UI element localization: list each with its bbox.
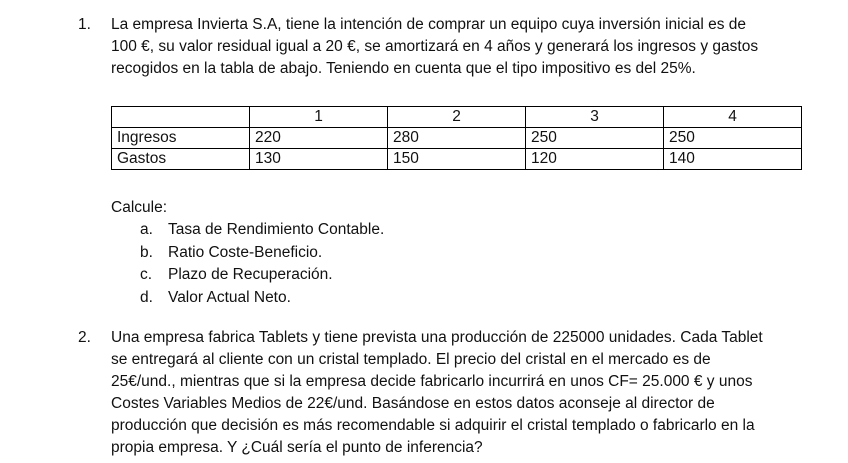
table-header-cell: 4 [664, 107, 802, 128]
question-2-line: Una empresa fabrica Tablets y tiene prevista una producción de 225000 unidades. Cada Tablet [111, 329, 763, 346]
question-1-line: 100 €, su valor residual igual a 20 €, se amortizará en 4 años y generará los ingresos y gastos [111, 38, 759, 55]
question-2-line: se entregará al cliente con un cristal templado. El precio del cristal en el mercado es de [111, 351, 711, 368]
table-row [112, 149, 802, 170]
table-header-cell: 3 [526, 107, 664, 128]
income-expense-table [111, 106, 802, 170]
table-row [112, 128, 802, 149]
row-label-gastos: Gastos [112, 149, 250, 170]
question-2-line: Costes Variables Medios de 22€/und. Basándose en estos datos aconseje al director de [111, 395, 715, 412]
list-marker: a. [140, 221, 153, 238]
question-1-number: 1. [78, 16, 91, 33]
question-1-line: recogidos en la tabla de abajo. Teniendo en cuenta que el tipo impositivo es del 25%. [111, 60, 696, 77]
table-cell: 250 [526, 128, 664, 149]
table-cell: 130 [250, 149, 388, 170]
question-2-line: propia empresa. Y ¿Cuál sería el punto de inferencia? [111, 439, 483, 456]
list-item-text: Plazo de Recuperación. [168, 266, 333, 283]
table-header-row [112, 107, 802, 128]
list-item [140, 264, 384, 287]
table-header-cell: 2 [388, 107, 526, 128]
question-2-number: 2. [78, 329, 91, 346]
question-1-text [111, 14, 811, 80]
table-cell: 280 [388, 128, 526, 149]
calcule-label: Calcule: [111, 199, 167, 216]
table-header-cell [112, 107, 250, 128]
list-item [140, 287, 384, 310]
list-marker: c. [140, 266, 153, 283]
list-item [140, 219, 384, 242]
table-cell: 250 [664, 128, 802, 149]
table-cell: 150 [388, 149, 526, 170]
task-list [140, 219, 384, 309]
question-2-text [111, 327, 811, 459]
list-item [140, 242, 384, 265]
list-item-text: Ratio Coste-Beneficio. [168, 243, 323, 261]
list-marker: d. [140, 288, 153, 306]
list-item-text: Tasa de Rendimiento Contable. [168, 221, 385, 238]
question-2-line: 25€/und., mientras que si la empresa decide fabricarlo incurrirá en unos CF= 25.000 € y unos [111, 373, 753, 390]
row-label-ingresos: Ingresos [112, 128, 250, 149]
table-cell: 140 [664, 149, 802, 170]
question-1-line: La empresa Invierta S.A, tiene la intención de comprar un equipo cuya inversión inicial es de [111, 16, 747, 33]
question-2-line: producción que decisión es más recomendable si adquirir el cristal templado o fabricarlo en la [111, 417, 755, 434]
table-cell: 120 [526, 149, 664, 170]
table-cell: 220 [250, 128, 388, 149]
list-marker: b. [140, 243, 153, 261]
list-item-text: Valor Actual Neto. [168, 288, 291, 306]
table-header-cell: 1 [250, 107, 388, 128]
